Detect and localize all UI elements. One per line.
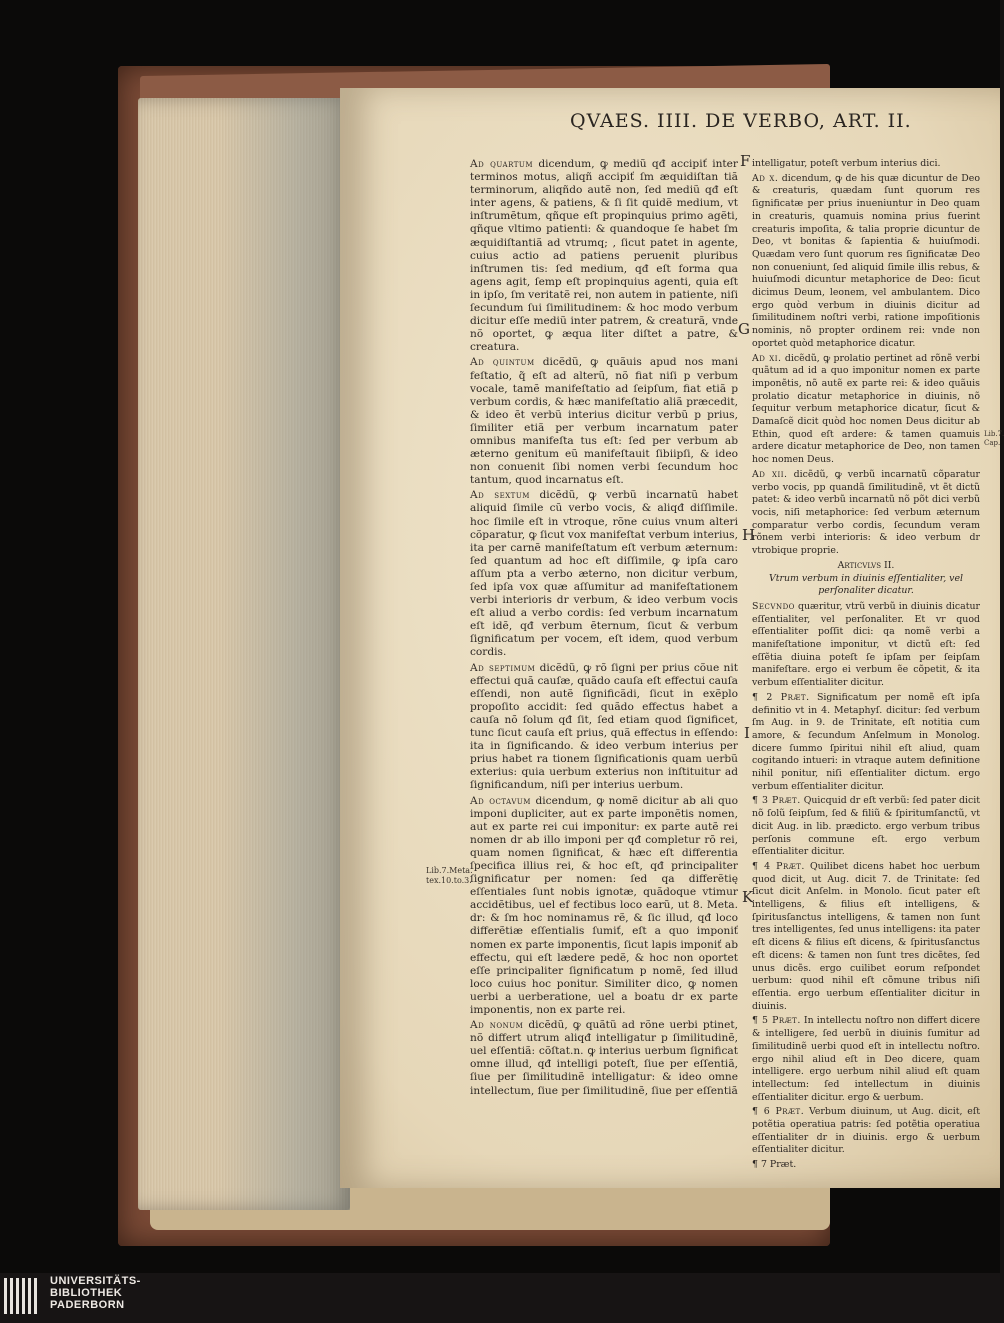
margin-letter-g: G [738,320,750,338]
library-name-line-3: PADERBORN [50,1299,125,1311]
paragraph-lead: Ad xi. [752,352,782,364]
paragraph-text: dicẽdũ, ꝙ prolatio pertinet ad rõnẽ verbi quãtum ad id a quo imponitur nomen ex parte imponẽtis, nõ autẽ ex parte rei: & ideo quãuis prolatio dicatur metaphorice in diuinis, nõ ſequitur verbum metaphorice dicatur, ſicut & Damaſcẽ dicit quòd hoc nomen Deus dicitur ab Ethin, quod eſt ardere: & tamen quamuis ardere dicatur metaphorice de Deo, non tamen hoc nomen Deus. [752,352,981,466]
paragraph-lead: Ad septimum [470,661,536,674]
paragraph-text: dicẽdũ, ꝙ verbũ incarnatũ habet aliquid ſimile cũ verbo vocis, & aliqđ diſſimile. hoc ſimile eſt in vtroque, rõne cuius vnum alteri cõparatur, ꝙ ſicut vox manifeſtat verbum interius, ita per carnẽ manifeſtatum eſt verbum æternum: ſed quantum ad hoc eſt diſſimile, ꝙ ipſa caro aſſum pta a verbo æterno, non dicitur verbum, ſed ipſa vox quæ aſſumitur ad manifeſtationem verbi interioris dr verbum, & ideo verbum vocis eſt aliud a verbo cordis: ſed verbum incarnatum eſt idẽ, qđ verbum ẽternum, ſicut & verbum ſignificatum per vocem, eſt idem, quod verbum cordis. [470,489,738,659]
paragraph-lead: ¶ 6 Præt. [752,1106,805,1118]
paragraph-text: Quicquid dr eſt verbũ: ſed pater dicit nõ ſolũ ſeipſum, ſed & filiũ & ſpiritumſanctũ, vt dicit Aug. in lib. prædicto. ergo verbum tribus perſonis commune eſt. ergo verbum eſſentialiter dicitur. [752,795,980,858]
right-column-before-article [752,158,980,558]
paragraph-lead: Ad x. [752,172,779,184]
page-edges [138,98,350,1210]
paragraph [752,1106,980,1157]
paragraph [752,1015,980,1104]
paragraph-text: dicẽdũ, ꝙ quãtũ ad rõne uerbi ptinet, nõ differt utrum aliqđ intelligatur p ſimilitudinẽ, uel eſſentiã: cõſtat.n. ꝙ interius uerbum ſignificat omne illud, qđ intelligi poteſt, ſiue per eſſentiã, ſiue per ſimilitudinẽ intelligatur: & ideo omne intellectum, ſiue per ſimilitudinẽ, ſiue per eſſentiã [470,1019,738,1097]
paragraph-lead: Ad quintum [470,356,535,369]
paragraph [752,353,980,467]
paragraph-text: Verbum diuinum, ut Aug. dicit, eſt potẽtia operatiua patris: ſed potẽtia operatiua eſſentialiter dr in diuinis. ergo & uerbum eſſentialiter dicitur. [752,1106,981,1156]
paragraph-lead: Ad quartum [470,158,533,170]
paragraph-lead: ¶ 5 Præt. [752,1015,801,1027]
library-logo-icon [4,1278,42,1314]
paragraph-lead: Ad sextum [470,489,530,502]
paragraph-text: intelligatur, poteſt verbum interius dici. [752,158,941,169]
paragraph [752,173,980,351]
paragraph [470,662,738,793]
paragraph [752,158,980,171]
paragraph [470,1019,738,1098]
paragraph-text: Significatum per nomẽ eſt ipſa definitio vt in 4. Metaphyſ. dicitur: ſed verbum ſm Aug. in 9. de Trinitate, eſt notitia cum amore, & ſecundum Anſelmum in Monolog. dicere ſummo ſpiritui nihil eſt aliud, quam cogitando intueri: in vtraque autem definitione nihil ponitur, niſi eſſentialiter dictum. ergo verbum eſſentialiter dicitur. [752,691,980,792]
left-column [470,158,738,1100]
paragraph-text: quæritur, vtrũ verbũ in diuinis dicatur eſſentialiter, vel perſonaliter. Et vr quod eſſentialiter poſſit dici: qa nomẽ verbi a manifeſtatione imponitur, vt dictũ eſt: ſed eſſẽtia diuina poteſt ſe ipſam per ſeipſam manifeſtare. ergo ei verbum ẽe cõpetit, & ita verbum eſſentialiter dicitur. [752,600,980,689]
paragraph [752,795,980,859]
side-note: Lib.7. Cap. [984,430,1004,447]
library-name [50,1275,141,1311]
paragraph [752,861,980,1013]
right-column-after-article [752,601,980,1172]
article-heading: Articvlvs II. [837,559,895,571]
paragraph-text: dicendum, ꝙ nomẽ dicitur ab ali quo imponi dupliciter, aut ex parte imponẽtis nomen, aut ex parte rei cui imponitur: ex parte autẽ rei nomen dr ab illo imponi per qđ completur rõ rei, quam nomen ſignificat, & hæc eſt differentia ſpecifica illius rei, & hoc eſt, qđ principaliter ſignificatur per nomen: ſed qa differẽtię eſſentiales ſunt nobis ignotæ, quãdoque vtimur accidẽtibus, uel ef fectibus loco earũ, ut 8. Meta. dr: & ſm hoc nominamus rẽ, & ſic illud, qđ loco differẽtiæ eſſentialis ſumiť, eſt a quo imponiť nomen ex parte imponentis, ſicut lapis imponiť ab effectu, qui eſt lædere pedẽ, & hoc non oportet eſſe principaliter ſignificatum p nomẽ, ſed illud loco cuius hoc ponitur. Similiter dico, ꝙ nomen uerbi a uerberatione, uel a boatu dr ex parte imponentis, non ex parte rei. [470,794,739,1016]
margin-letter-f: F [740,152,751,170]
library-name-line-1: UNIVERSITÄTS- [50,1275,141,1287]
footer-bar [0,1273,1000,1323]
margin-letter-i: I [744,724,750,742]
paragraph-lead: ¶ 4 Præt. [752,860,805,872]
paragraph-lead: ¶ 2 Præt. [752,691,810,703]
library-name-line-2: BIBLIOTHEK [50,1287,123,1299]
paragraph-text: In intellectu noſtro non differt dicere & intelligere, ſed uerbũ in diuinis ſumitur ad ſimilitudinẽ uerbi quod eſt in intellectu noſtro. ergo nihil aliud eſt in Deo dicere, quam intelligere. ergo uerbum nihil aliud eſt quam intellectum: ſed intellectum in diuinis eſſentialiter dicitur. ergo & uerbum. [752,1015,980,1103]
right-column [752,158,980,1174]
paragraph-lead: ¶ 3 Præt. [752,795,801,807]
paragraph [752,469,980,558]
paragraph [470,795,738,1018]
paragraph-lead: Secvndo [752,600,795,612]
paragraph-text: Quilibet dicens habet hoc uerbum quod dicit, ut Aug. dicit 7. de Trinitate: ſed ſicut dicit Anſelm. in Monolo. ſicut pater eſt intelligens, & filius eſt intelligens, & ſpiritusſanctus intelligens, & tamen non ſunt tres intelligentes, ſed unus intelligens: ita pater eſt dicens & filius eſt dicens, & ſpiritusſanctus eſt dicens: & tamen non ſunt tres dicẽtes, ſed unus dicẽs. ergo cuilibet eorum reſpondet uerbum: quod nihil eſt cõmune tribus niſi eſſentia. ergo uerbum eſſentialiter dicitur in diuinis. [752,860,980,1012]
paragraph-text: dicẽdũ, ꝙ rõ ſigni per prius cõue nit effectui quã cauſæ, quãdo cauſa eſt effectui cauſa eſſendi, non autẽ ſignificãdi, ſicut in exẽplo propoſito accidit: ſed quãdo effectus habet a cauſa nõ ſolum qđ ſit, ſed etiam quod ſignificet, tunc ſicut cauſa eſt prius, quã effectus in eſſendo: ita in ſignificando. & ideo verbum interius per prius habet ra tionem ſignificationis quam uerbũ exterius: quia uerbum exterius non inſtituitur ad ſignificandum, niſi per interius uerbum. [470,661,738,792]
paragraph [470,356,738,487]
margin-letter-h: H [742,526,756,544]
margin-note: Lib.7.Meta. tex.10.to.3. [426,866,473,885]
paragraph-text: dicẽdũ, ꝙ quãuis apud nos mani feſtatio, q̃ eſt ad alterũ, nõ fiat niſi p verbum vocale, tamẽ manifeſtatio ad ſeipſum, fiat etiã p verbum cordis, & hæc manifeſtatio aliã præcedit, & ideo ẽt verbũ interius dicitur verbũ p prius, ſimiliter etiã per verbum incarnatum pater omnibus manifeſta tus eſt: ſed per verbum ab æterno genitum eũ manifeſtauit ſibiipſi, & ideo non conuenit ſibi nomen verbi ſecundum hoc tantum, quod incarnatus eſt. [470,356,738,487]
paragraph-text: dicendum, ꝙ mediũ qđ accipiť inter terminos motus, aliqñ accipiť ſm æquidiſtan tiã terminorum, aliqñdo autẽ non, ſed mediũ qđ eſt inter agens, & patiens, & ſi ſit quidẽ medium, vt inſtrumẽtum, qñque eſt propinquius primo agẽti, qñque vltimo patienti: & quandoque ſe habet ſm æquidiſtantiã ad vtrumq; , ſicut patet in agente, cuius actio ad patiens peruenit pluribus inſtrumen tis: ſed medium, qđ eſt forma qua agens agit, ſemp eſt propinquius agenti, quia eſt in ipſo, ſm veritatẽ rei, non autem in patiente, niſi ſecundum ſui ſimilitudinem: & hoc modo verbum dicitur eſſe mediũ inter patrem, & creaturã, vnde nõ oportet, ꝙ æqua liter diſtet a patre, & creatura. [470,158,739,354]
running-head: QVAES. IIII. DE VERBO, ART. II. [570,110,912,132]
paragraph [752,692,980,794]
paragraph-lead: Ad xii. [752,468,788,480]
paragraph [752,601,980,690]
paragraph-lead: Ad octavum [470,794,531,807]
article-title: Vtrum verbum in diuinis eſſentialiter, vel perſonaliter dicatur. [768,572,964,597]
paragraph [752,1159,980,1172]
paragraph-lead: Ad nonum [470,1019,524,1032]
paragraph [470,158,738,354]
paragraph-text: dicendum, ꝙ de his quæ dicuntur de Deo & creaturis, quædam ſunt quorum res ſignificatæ per prius inueniuntur in Deo quam in creaturis, quamuis nomina prius fuerint creaturis impoſita, & talia proprie dicuntur de Deo, vt bonitas & ſapientia & huiuſmodi. Quædam vero ſunt quorum res ſignificatæ Deo non conueniunt, ſed aliquid ſimile illis rebus, & huiuſmodi dicuntur metaphorice de Deo: ſicut dicimus Deum, leonem, vel ambulantem. Dico ergo quòd verbum in diuinis dicitur ad ſimilitudinem noſtri verbi, ratione impoſitionis nominis, nõ propter ordinem rei: vnde non oportet quòd metaphorice dicatur. [752,172,981,349]
paragraph-text: dicẽdũ, ꝙ verbũ incarnatũ cõparatur verbo vocis, pp quandã ſimilitudinẽ, vt ẽt dictũ patet: & ideo verbũ incarnatũ nõ põt dici verbũ vocis, niſi metaphorice: ſed verbum æternum comparatur verbo cordis, ſecundum veram rõnem verbi interioris: & ideo verbum dr vtrobique proprie. [752,468,981,557]
paragraph-text: ¶ 7 Præt. [752,1159,797,1171]
paragraph [470,489,738,659]
margin-letter-k: K [742,888,754,906]
